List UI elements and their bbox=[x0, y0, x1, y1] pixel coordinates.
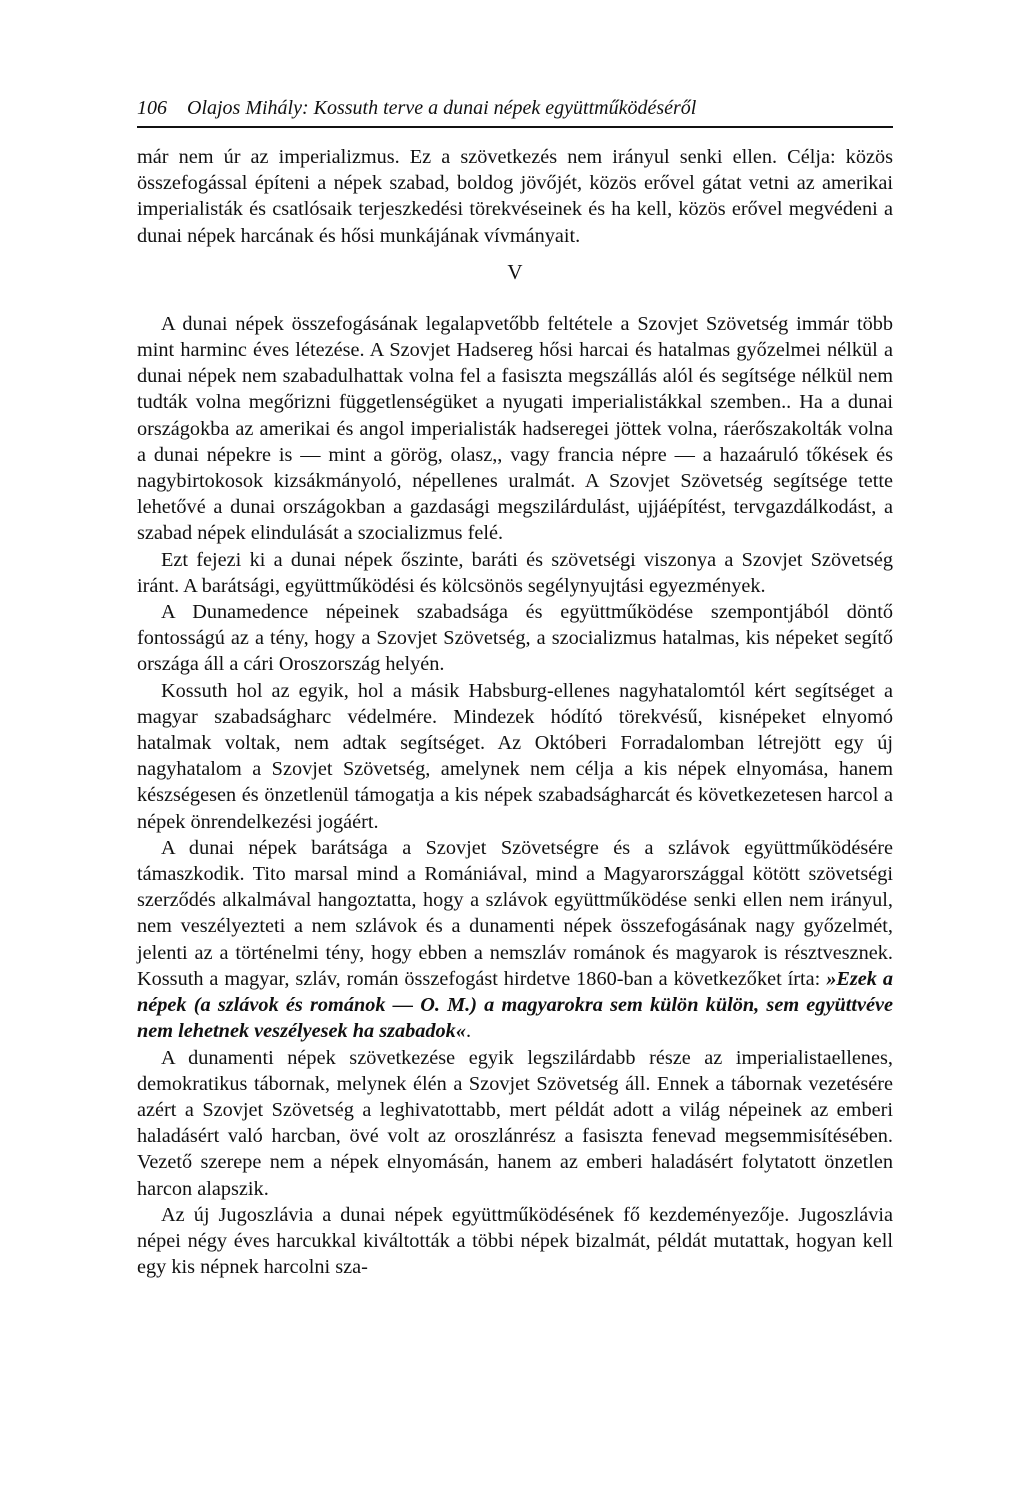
paragraph-4: A Dunamedence népeinek szabadsága és együttműködése szempontjából döntő fontosságú az a tény, hogy a Szovjet Szövetség, a szocializmus hatalmas, kis népeket segítő országa áll a cári Oroszország helyén. bbox=[137, 601, 893, 676]
kossuth-quote: »Ezek a népek (a szlávok és románok — O. M.) a magyarokra sem külön külön, sem együttvéve nem lehetnek veszélyesek ha szabadok« bbox=[137, 967, 893, 1043]
running-title: Olajos Mihály: Kossuth terve a dunai népek együttműködéséről bbox=[187, 97, 697, 119]
section-heading: V bbox=[507, 259, 523, 284]
paragraph-5: Kossuth hol az egyik, hol a másik Habsburg-ellenes nagyhatalomtól kért segítséget a magyar szabadságharc védelmére. Mindezek hódító törekvésű, kisnépeket elnyomó hatalmak voltak, nem adtak segítséget. Az Októberi Forradalomban létrejött egy új nagyhatalom a Szovjet Szövetség, amelynek nem célja a kis népek elnyomása, hanem készségesen és önzetlenül támogatja a kis népek szabadságharcát és következetesen harcol a népek önrendelkezési jogáért. bbox=[137, 679, 893, 833]
paragraph-1: már nem úr az imperializmus. Ez a szövetkezés nem irányul senki ellen. Célja: közös összefogással építeni a népek szabad, boldog jövőjét, közös erővel gátat vetni az amerikai imperialisták és csatlósaik terjeszkedési törekvéseinek és ha kell, közös erővel megvédeni a dunai népek harcának és hősi munkájának vívmányait. bbox=[137, 146, 893, 247]
running-header bbox=[137, 96, 893, 128]
book-page bbox=[137, 96, 893, 1280]
paragraph-6-end: . bbox=[465, 1020, 472, 1043]
paragraph-7: A dunamenti népek szövetkezése egyik legszilárdabb része az imperialistaellenes, demokratikus tábornak, melynek élén a Szovjet Szövetség áll. Ennek a tábornak vezetésére azért a Szovjet Szövetség a leghivatottabb, mert példát adott a világ népeinek az emberi haladásért való harcban, övé volt az oroszlánrész a fasiszta fenevad megsemmisítésében. Vezető szerepe nem a népek elnyomásán, hanem az emberi haladásért folytatott önzetlen harcon alapszik. bbox=[137, 1046, 893, 1200]
paragraph-3: Ezt fejezi ki a dunai népek őszinte, baráti és szövetségi viszonya a Szovjet Szövetség iránt. A barátsági, együttműködési és kölcsönös segélynyujtási egyezmények. bbox=[137, 548, 893, 597]
paragraph-6-text: A dunai népek barátsága a Szovjet Szövetségre és a szlávok együttműködésére támaszkodik. Tito marsal mind a Romániával, mind a Magyarországgal kötött szövetségi szerződés alkalmával hangoztatta, hogy a szlávok együttműködése senki ellen nem irányul, nem veszélyezteti a nem szlávok és a dunamenti népek összefogásának nagy győzelmét, jelenti az a történelmi tény, hogy ebben a nemszláv románok és magyarok is résztvesznek. Kossuth a magyar, szláv, román összefogást hirdetve 1860-ban a következőket írta: bbox=[137, 836, 893, 990]
body-text bbox=[137, 144, 893, 1280]
paragraph-8: Az új Jugoszlávia a dunai népek együttműködésének fő kezdeményezője. Jugoszlávia népei négy éves harcukkal kiváltották a többi népek bizalmát, példát mutattak, hogyan kell egy kis népnek harcolni sza- bbox=[137, 1203, 893, 1279]
paragraph-2: A dunai népek összefogásának legalapvetőbb feltétele a Szovjet Szövetség immár több mint harminc éves létezése. A Szovjet Hadsereg hősi harcai és hatalmas győzelmei nélkül a dunai népek nem szabadulhattak volna fel a fasiszta megszállás alól és segítsége nélkül nem tudták volna megőrizni függetlenségüket a nyugati imperialistákkal szemben.. Ha a dunai országokba az amerikai és angol imperialisták hadseregei jöttek volna, ráerőszakolták volna a dunai népekre is — mint a görög, olasz,, vagy francia népre — a hazaáruló tőkések és nagybirtokosok kizsákmányoló, népellenes uralmát. A Szovjet Szövetség segítsége tette lehetővé a dunai országokban a gazdasági megszilárdulást, ujjáépítést, tervgazdálkodást, a szabad népek elindulását a szocializmus felé. bbox=[137, 312, 893, 545]
page-number: 106 bbox=[137, 97, 167, 119]
paragraph-6 bbox=[137, 835, 893, 1045]
